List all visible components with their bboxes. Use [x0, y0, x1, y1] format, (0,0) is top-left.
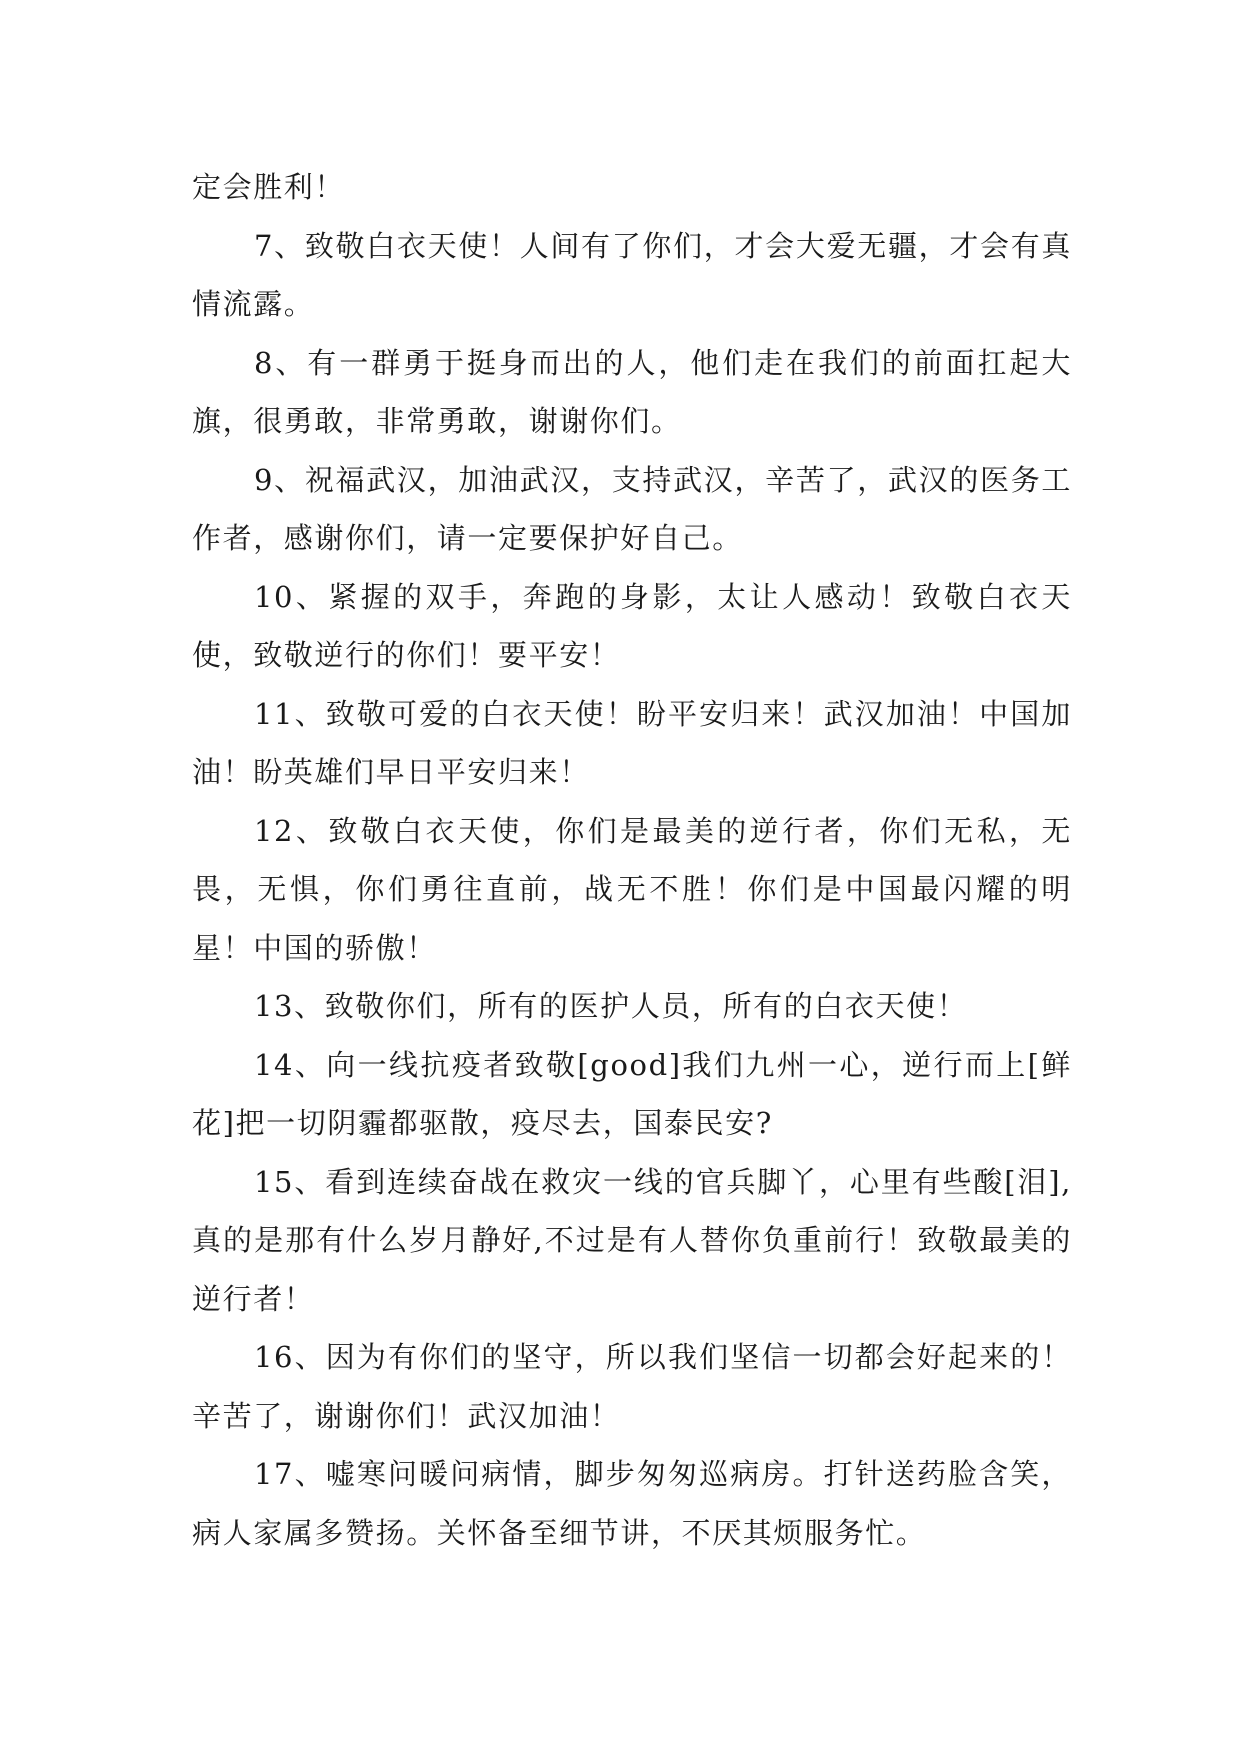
paragraph-item-16: 16、因为有你们的坚守，所以我们坚信一切都会好起来的！辛苦了，谢谢你们！武汉加油！	[192, 1340, 1072, 1433]
paragraph-item-7: 7、致敬白衣天使！人间有了你们，才会大爱无疆，才会有真情流露。	[192, 228, 1072, 321]
paragraph-continuation: 定会胜利！	[192, 170, 346, 204]
document-body	[192, 158, 1072, 1562]
paragraph-item-14: 14、向一线抗疫者致敬[good]我们九州一心，逆行而上[鲜花]把一切阴霾都驱散，疫尽去，国泰民安?	[192, 1047, 1072, 1140]
paragraph-item-13: 13、致敬你们，所有的医护人员，所有的白衣天使！	[254, 989, 968, 1023]
paragraph-item-11: 11、致敬可爱的白衣天使！盼平安归来！武汉加油！中国加油！盼英雄们早日平安归来！	[192, 696, 1072, 789]
paragraph-item-12: 12、致敬白衣天使，你们是最美的逆行者，你们无私，无畏，无惧，你们勇往直前，战无不胜！你们是中国最闪耀的明星！中国的骄傲！	[192, 813, 1072, 965]
paragraph-item-8: 8、有一群勇于挺身而出的人，他们走在我们的前面扛起大旗，很勇敢，非常勇敢，谢谢你们。	[192, 345, 1072, 438]
paragraph-item-9: 9、祝福武汉，加油武汉，支持武汉，辛苦了，武汉的医务工作者，感谢你们，请一定要保护好自己。	[192, 462, 1072, 555]
paragraph-item-10: 10、紧握的双手，奔跑的身影，太让人感动！致敬白衣天使，致敬逆行的你们！要平安！	[192, 579, 1072, 672]
paragraph-item-17: 17、嘘寒问暖问病情，脚步匆匆巡病房。打针送药脸含笑，病人家属多赞扬。关怀备至细节讲，不厌其烦服务忙。	[192, 1457, 1072, 1550]
paragraph-item-15: 15、看到连续奋战在救灾一线的官兵脚丫，心里有些酸[泪],真的是那有什么岁月静好,不过是有人替你负重前行！致敬最美的逆行者！	[192, 1164, 1072, 1316]
